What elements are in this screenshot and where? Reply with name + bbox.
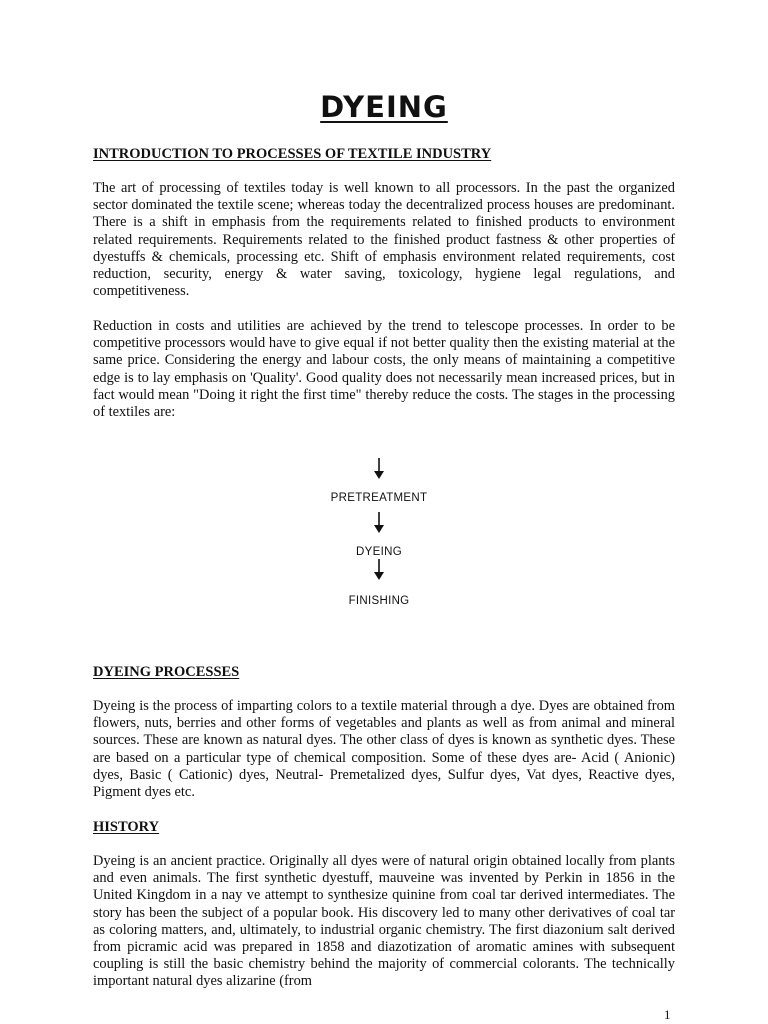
down-arrow-icon xyxy=(371,458,387,480)
document-title: DYEING xyxy=(320,90,448,124)
process-flow-diagram xyxy=(284,455,474,615)
flow-stage-dyeing: DYEING xyxy=(356,546,402,558)
intro-paragraph-1: The art of processing of textiles today is well known to all processors. In the past the organized sector dominated the textile scene; whereas today the decentralized process houses are predominant. There is a shift in emphasis from the requirements related to finished products to environment related requirements. Requirements related to the finished product fastness & other properties of dyestuffs & chemicals, processing etc. Shift of emphasis environment related requirements, cost reduction, security, energy & water saving, toxicology, hygiene legal regulations, and competitiveness. xyxy=(93,180,675,300)
section-heading-introduction: INTRODUCTION TO PROCESSES OF TEXTILE INDUSTRY xyxy=(93,146,492,162)
intro-paragraph-2: Reduction in costs and utilities are achieved by the trend to telescope processes. In order to be competitive processors would have to give equal if not better quality then the existing material at the same price. Considering the energy and labour costs, the only means of maintaining a competitive edge is to lay emphasis on 'Quality'. Good quality does not necessarily mean increased prices, but in fact would mean "Doing it right the first time" thereby reduce the costs. The stages in the processing of textiles are: xyxy=(93,318,675,421)
section-heading-dyeing-processes: DYEING PROCESSES xyxy=(93,664,240,680)
flow-stage-finishing: FINISHING xyxy=(348,595,410,607)
section-heading-history: HISTORY xyxy=(93,819,160,835)
page-number: 1 xyxy=(664,1007,671,1022)
dyeing-processes-paragraph: Dyeing is the process of imparting colors to a textile material through a dye. Dyes are obtained from flowers, nuts, berries and other forms of vegetables and plants as well as from animal and mineral sources. These are known as natural dyes. The other class of dyes is known as synthetic dyes. These are based on a particular type of chemical composition. Some of these dyes are- Acid ( Anionic) dyes, Basic ( Cationic) dyes, Neutral- Premetalized dyes, Sulfur dyes, Vat dyes, Reactive dyes, Pigment dyes etc. xyxy=(93,698,675,801)
history-paragraph: Dyeing is an ancient practice. Originally all dyes were of natural origin obtained locally from plants and even animals. The first synthetic dyestuff, mauveine was invented by Perkin in 1856 in the United Kingdom in a nay ve attempt to synthesize quinine from coal tar derived intermediates. The story has been the subject of a popular book. His discovery led to many other derivatives of coal tar as coloring matters, and, ultimately, to industrial organic chemistry. The first diazonium salt derived from picramic acid was prepared in 1858 and diazotization of aromatic amines with subsequent coupling is still the basic chemistry behind the majority of commercial colorants. The technically important natural dyes alizarine (from xyxy=(93,853,675,990)
down-arrow-icon xyxy=(371,512,387,534)
flow-stage-pretreatment: PRETREATMENT xyxy=(330,492,428,504)
down-arrow-icon xyxy=(371,559,387,581)
